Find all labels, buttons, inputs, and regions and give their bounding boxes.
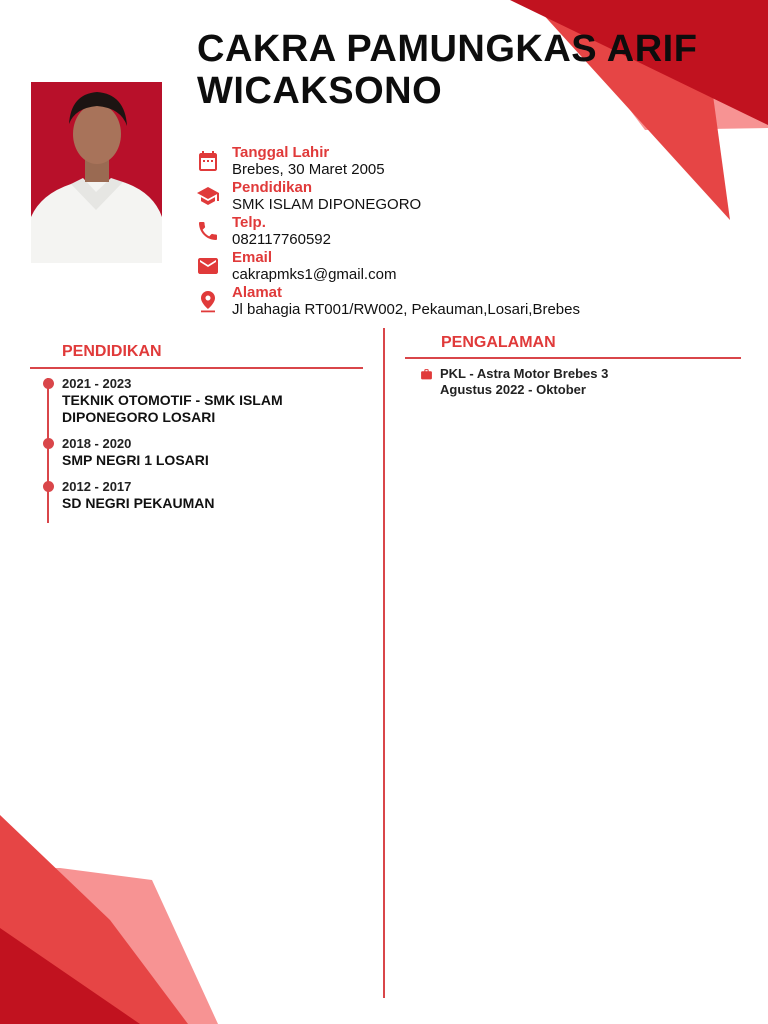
location-pin-icon [196, 289, 220, 313]
education-item [62, 376, 362, 426]
contact-label: Pendidikan [232, 179, 313, 196]
profile-photo [31, 82, 162, 263]
education-school: TEKNIK OTOMOTIF - SMK ISLAM DIPONEGORO LOSARI [62, 392, 283, 425]
timeline-dot [43, 438, 54, 449]
briefcase-icon [420, 368, 433, 381]
graduation-cap-icon [196, 184, 220, 208]
timeline-dot [43, 378, 54, 389]
experience-section-underline [405, 357, 741, 359]
phone-value: 082117760592 [232, 231, 331, 248]
email-value: cakrapmks1@gmail.com [232, 266, 397, 283]
calendar-icon [196, 149, 220, 173]
contact-label: Email [232, 249, 273, 266]
contact-row-phone [196, 213, 656, 248]
experience-date: Agustus 2022 - Oktober [440, 382, 586, 397]
full-name: CAKRA PAMUNGKAS ARIF WICAKSONO [197, 28, 698, 112]
birth-value: Brebes, 30 Maret 2005 [232, 161, 385, 178]
experience-section-title: PENGALAMAN [441, 334, 556, 351]
timeline-dot [43, 481, 54, 492]
education-section-underline [30, 367, 363, 369]
education-item [62, 436, 362, 469]
contact-row-email [196, 248, 656, 283]
education-timeline [47, 378, 49, 523]
contact-label: Telp. [232, 214, 266, 231]
education-period: 2018 - 2020 [62, 436, 132, 451]
phone-icon [196, 219, 220, 243]
email-icon [196, 254, 220, 278]
contact-row-education [196, 178, 656, 213]
education-value: SMK ISLAM DIPONEGORO [232, 196, 422, 213]
address-value: Jl bahagia RT001/RW002, Pekauman,Losari,Brebes [232, 301, 580, 318]
column-divider [383, 328, 385, 998]
education-school: SD NEGRI PEKAUMAN [62, 495, 215, 511]
education-item [62, 479, 362, 512]
contact-label: Tanggal Lahir [232, 144, 330, 161]
contact-info [196, 143, 656, 318]
education-section-title: PENDIDIKAN [62, 343, 162, 360]
education-period: 2021 - 2023 [62, 376, 132, 391]
contact-row-birth [196, 143, 656, 178]
experience-title: PKL - Astra Motor Brebes 3 [440, 366, 609, 381]
education-school: SMP NEGRI 1 LOSARI [62, 452, 209, 468]
education-period: 2012 - 2017 [62, 479, 132, 494]
contact-row-address [196, 283, 656, 318]
contact-label: Alamat [232, 284, 283, 301]
